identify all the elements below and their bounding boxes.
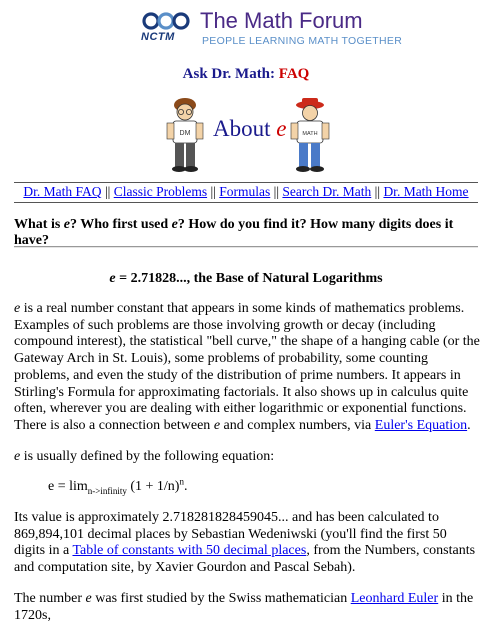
- nav-separator: ||: [273, 184, 280, 199]
- ask-prefix: Ask Dr. Math:: [182, 66, 276, 82]
- paragraph-text: is a real number constant that appears in some kinds of mathematics problems. Examples of such problems are those involving growth or decay (including compound interest), the statistical "bell curve," the shape of a hanging cable (or the Gateway Arch in St. Louis), some problems of probability, some counting problems, and even the study of the distribution of prime numbers. It appears in Stirling's Formula for approximating factorials. It also shows up in calculus quite often, wherever you are dealing with either logarithmic or exponential functions. There is also a connection between: [14, 301, 480, 433]
- equation-superscript: n: [179, 476, 184, 487]
- paragraph-text: and complex numbers, via: [220, 417, 375, 433]
- paragraph-text: The number: [14, 590, 86, 606]
- nav-top-rule: [14, 182, 478, 183]
- paragraph-text: is usually defined by the following equation:: [20, 448, 275, 464]
- equation-end: .: [183, 479, 188, 495]
- site-tagline: PEOPLE LEARNING MATH TOGETHER: [202, 35, 403, 47]
- nav-formulas[interactable]: Formulas: [219, 184, 271, 199]
- nav-separator: ||: [210, 184, 216, 199]
- nctm-label: NCTM: [141, 31, 175, 43]
- question-text: ? How do you find it? How many digits does it have?: [14, 217, 454, 248]
- paragraph-text: .: [467, 417, 471, 433]
- limit-equation: [48, 476, 480, 497]
- equation-lhs: e = lim: [48, 479, 88, 495]
- section-title-text: = 2.71828..., the Base of Natural Logarithms: [115, 271, 383, 286]
- paragraph-text: Its value is approximately 2.718281828459045... and has been calculated to 869,894,101 decimal places by Sebastian Wedeniwski (you'll find the first 50 digits in a: [14, 510, 447, 559]
- equation-body: (1 + 1/n): [126, 479, 180, 495]
- e-symbol: e: [14, 301, 21, 316]
- question-text: ? Who first used: [70, 217, 172, 232]
- e-symbol: e: [14, 448, 21, 464]
- nav-separator: ||: [374, 184, 381, 199]
- site-header: [0, 0, 492, 58]
- faq-label: FAQ: [278, 66, 310, 82]
- eulers-equation-link[interactable]: Euler's Equation: [374, 417, 468, 433]
- dr-math-figure-left: [164, 96, 206, 176]
- site-title[interactable]: The Math Forum: [200, 8, 363, 33]
- e-symbol: e: [213, 417, 221, 433]
- section-divider: [14, 246, 478, 248]
- constants-table-link[interactable]: Table of constants with 50 decimal places: [72, 543, 307, 559]
- faq-question: [14, 217, 480, 249]
- paragraph-usually-defined: [14, 449, 480, 466]
- equation-subscript: n->infinity: [87, 486, 127, 497]
- nav-separator: ||: [104, 184, 111, 199]
- top-nav: [0, 184, 492, 200]
- about-e-title: [213, 116, 286, 142]
- e-symbol: e: [85, 590, 92, 606]
- right-shirt-text: MATH: [302, 131, 318, 137]
- paragraph-text: was first studied by the Swiss mathematician: [91, 590, 351, 606]
- question-e: e: [63, 217, 71, 232]
- paragraph-value: [14, 510, 480, 577]
- question-text: What is: [14, 217, 64, 232]
- dr-math-figure-right: [288, 96, 330, 176]
- article-body: [14, 301, 480, 638]
- page-heading: [0, 66, 492, 83]
- section-title: [0, 271, 492, 287]
- nav-dr-math-faq[interactable]: Dr. Math FAQ: [23, 184, 102, 199]
- paragraph-text: , from the Numbers, constants and computation site, by Xavier Gourdon and Pascal Sebah).: [14, 543, 476, 576]
- about-word: About: [213, 116, 271, 141]
- paragraph-history: [14, 591, 480, 624]
- nav-classic-problems[interactable]: Classic Problems: [113, 184, 208, 199]
- question-e: e: [171, 217, 178, 232]
- nav-bottom-rule: [14, 202, 478, 203]
- nav-search-dr-math[interactable]: Search Dr. Math: [282, 184, 372, 199]
- nav-dr-math-home[interactable]: Dr. Math Home: [383, 184, 469, 199]
- paragraph-text: in the 1720s,: [14, 590, 474, 623]
- left-shirt-text: DM: [179, 130, 191, 137]
- section-title-e: e: [109, 271, 116, 286]
- leonhard-euler-link[interactable]: Leonhard Euler: [350, 590, 439, 606]
- about-e-letter: e: [276, 116, 287, 141]
- paragraph-definition: [14, 301, 480, 435]
